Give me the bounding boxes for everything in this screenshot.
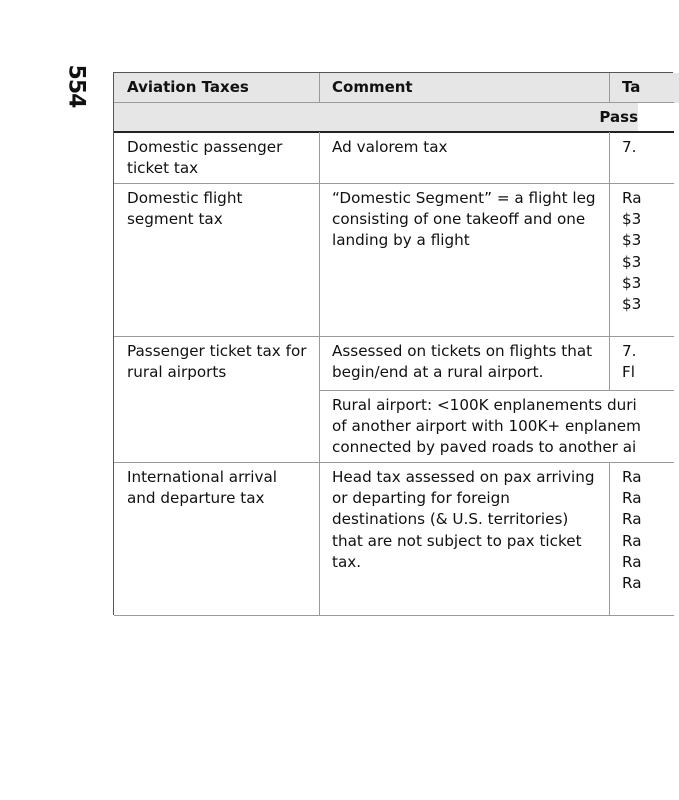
rule-row-1 (114, 183, 674, 184)
row-1-comment: Ad valorem tax (332, 138, 448, 156)
rule-row-2 (114, 336, 674, 337)
row-2-comment: “Domestic Segment” = a flight leg consisting of one takeoff and one landing by a flight (332, 189, 596, 250)
header-tax: Ta (609, 73, 679, 103)
row-3-name: Passenger ticket tax for rural airports (127, 342, 307, 382)
aviation-taxes-table (113, 72, 673, 615)
row-4-rate: Ra Ra Ra Ra Ra Ra (622, 468, 642, 593)
row-3-note: Rural airport: <100K enplanements duri of another airport with 100K+ enplanem connected by paved roads to another ai (332, 396, 641, 457)
rule-col-1-header (319, 73, 320, 103)
row-1-name: Domestic passenger ticket tax (127, 138, 283, 178)
row-1-rate: 7. (622, 138, 637, 156)
row-3-comment: Assessed on tickets on flights that begin/end at a rural airport. (332, 342, 593, 382)
row-2-name: Domestic flight segment tax (127, 189, 243, 229)
header-aviation-taxes: Aviation Taxes (114, 73, 319, 103)
row-4-comment: Head tax assessed on pax arriving or departing for foreign destinations (& U.S. territories) that are not subject to pax ticket tax. (332, 468, 595, 571)
rule-col-2-lower (609, 462, 610, 616)
header-comment: Comment (319, 73, 609, 103)
rule-header (114, 102, 674, 103)
rule-row-3-split (319, 390, 674, 391)
section-title: Pass (114, 103, 638, 131)
row-4-name: International arrival and departure tax (127, 468, 278, 508)
rule-col-2-upper (609, 132, 610, 391)
rule-row-3 (114, 462, 674, 463)
rule-col-1 (319, 132, 320, 616)
rule-row-4 (114, 615, 674, 616)
rule-section (114, 131, 674, 133)
page-number: 554 (63, 64, 89, 108)
row-3-rate: 7. Fl (622, 342, 637, 382)
rule-col-2-header (609, 73, 610, 103)
row-2-rate: Ra $3 $3 $3 $3 $3 (622, 189, 642, 314)
